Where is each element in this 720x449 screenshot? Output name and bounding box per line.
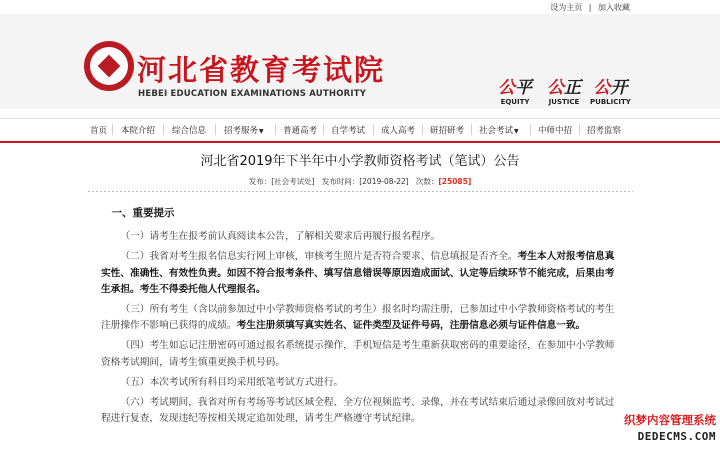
nav-separator [215,124,216,135]
chevron-down-icon: ▼ [259,128,264,135]
nav-about[interactable]: 本院介绍 [121,126,156,136]
set-homepage-link[interactable]: 设为主页 [550,3,583,12]
top-links [548,2,632,13]
nav-social-exams-label: 社会考试 [479,126,514,136]
section-heading: 一、重要提示 [111,207,175,219]
add-favorite-link[interactable]: 加入收藏 [598,3,630,12]
authority-seal-logo-icon[interactable] [84,41,134,91]
motto-justice-char-a: 公 [547,78,564,98]
nav-separator [471,124,472,135]
motto-equity-char-a: 公 [498,78,515,98]
nav-separator [275,124,276,135]
motto-equity [498,78,532,106]
article-body [101,205,617,431]
source-value: [社会考试处] [271,177,315,186]
view-count-label: 次数： [415,177,439,186]
article-meta [0,176,720,187]
nav-adult-gaokao[interactable]: 成人高考 [381,126,416,136]
meta-divider [88,191,633,192]
paragraph-3-text: （三）所有考生（含以前参加过中小学教师资格考试的考生）报名时均需注册，已参加过中小学教师资格考试的考生注册操作不影响已获得的成绩。 [101,304,615,332]
watermark-text: 织梦内容管理系统 [624,413,716,427]
nav-separator [112,124,113,135]
view-count-value: [25085] [438,177,472,186]
site-logo-subtitle: HEBEI EDUCATION EXAMINATIONS AUTHORITY [138,89,367,99]
nav-supervision[interactable]: 招考监察 [587,126,622,136]
motto-publicity-char-a: 公 [593,78,611,98]
nav-gaokao[interactable]: 普通高考 [283,126,318,136]
nav-separator [163,124,164,135]
nav-admission-services-label: 招考服务 [224,126,259,136]
nav-secondary-exams[interactable]: 中师中招 [538,126,573,136]
top-links-separator: | [588,3,592,12]
source-label: 发布： [248,177,272,186]
cms-watermark [602,409,720,449]
seal-core-mark [98,55,121,78]
nav-separator [323,124,324,135]
motto-publicity-en: PUBLICITY [590,98,631,106]
paragraph-2 [101,249,617,298]
nav-separator [530,124,531,135]
publish-time-value: [2019-08-22] [359,177,409,186]
paragraph-1: （一）请考生在报考前认真阅读本公告，了解相关要求后再履行报名程序。 [120,231,441,243]
motto-justice-char-b: 正 [564,78,581,98]
publish-time-label: 发布时间： [321,177,360,186]
nav-separator [579,124,580,135]
nav-general-info[interactable]: 综合信息 [172,126,207,136]
motto-equity-char-b: 平 [515,78,532,98]
article-title: 河北省2019年下半年中小学教师资格考试（笔试）公告 [200,154,520,169]
chevron-down-icon: ▼ [514,128,519,135]
paragraph-4: （四）考生如忘记注册密码可通过报名系统提示操作，手机短信是考生重新获取密码的重要途径，在参加中小学教师资格考试期间，请考生慎重更换手机号码。 [101,340,615,368]
motto-justice-en: JUSTICE [548,98,580,106]
nav-social-exams[interactable] [479,124,519,136]
motto-publicity [590,78,631,106]
paragraph-2-text: （二）我省对考生报名信息实行网上审核，审核考生照片是否符合要求、信息填报是否齐全。 [120,251,518,263]
motto-justice [547,78,581,106]
main-nav [0,118,720,143]
motto-publicity-char-b: 开 [610,78,628,98]
nav-self-study-exam[interactable]: 自学考试 [331,126,366,136]
nav-home[interactable]: 首页 [90,126,108,136]
paragraph-3 [101,302,617,334]
top-utility-bar [0,0,720,14]
paragraph-3-emphasis: 考生注册须填写真实姓名、证件类型及证件号码，注册信息必须与证件信息一致。 [236,320,586,332]
seal-inner-ring [90,47,128,85]
watermark-url: DEDECMS.COM [637,430,716,443]
nav-graduate-exam[interactable]: 研招研考 [430,126,465,136]
paragraph-2-emphasis: 考生本人对报考信息真实性、准确性、有效性负责。如因不符合报考条件、填写信息错误等原因造成面试、认定等后续环节不能完成，后果由考生承担。考生不得委托他人代理报名。 [101,251,615,295]
paragraph-6: （六）考试期间，我省对所有考场等考试区域全程、全方位视频监考、录像，并在考试结束后通过录像回放对考试过程进行复查，发现违纪等按相关规定追加处理，请考生严格遵守考试纪律。 [101,397,615,425]
site-header [0,14,720,109]
paragraph-5: （五）本次考试所有科目均采用纸笔考试方式进行。 [120,376,344,388]
motto-equity-en: EQUITY [500,98,530,106]
nav-admission-services[interactable] [224,124,264,136]
nav-separator [422,124,423,135]
nav-separator [373,124,374,135]
site-logo-title[interactable]: 河北省教育考试院 [137,53,386,87]
